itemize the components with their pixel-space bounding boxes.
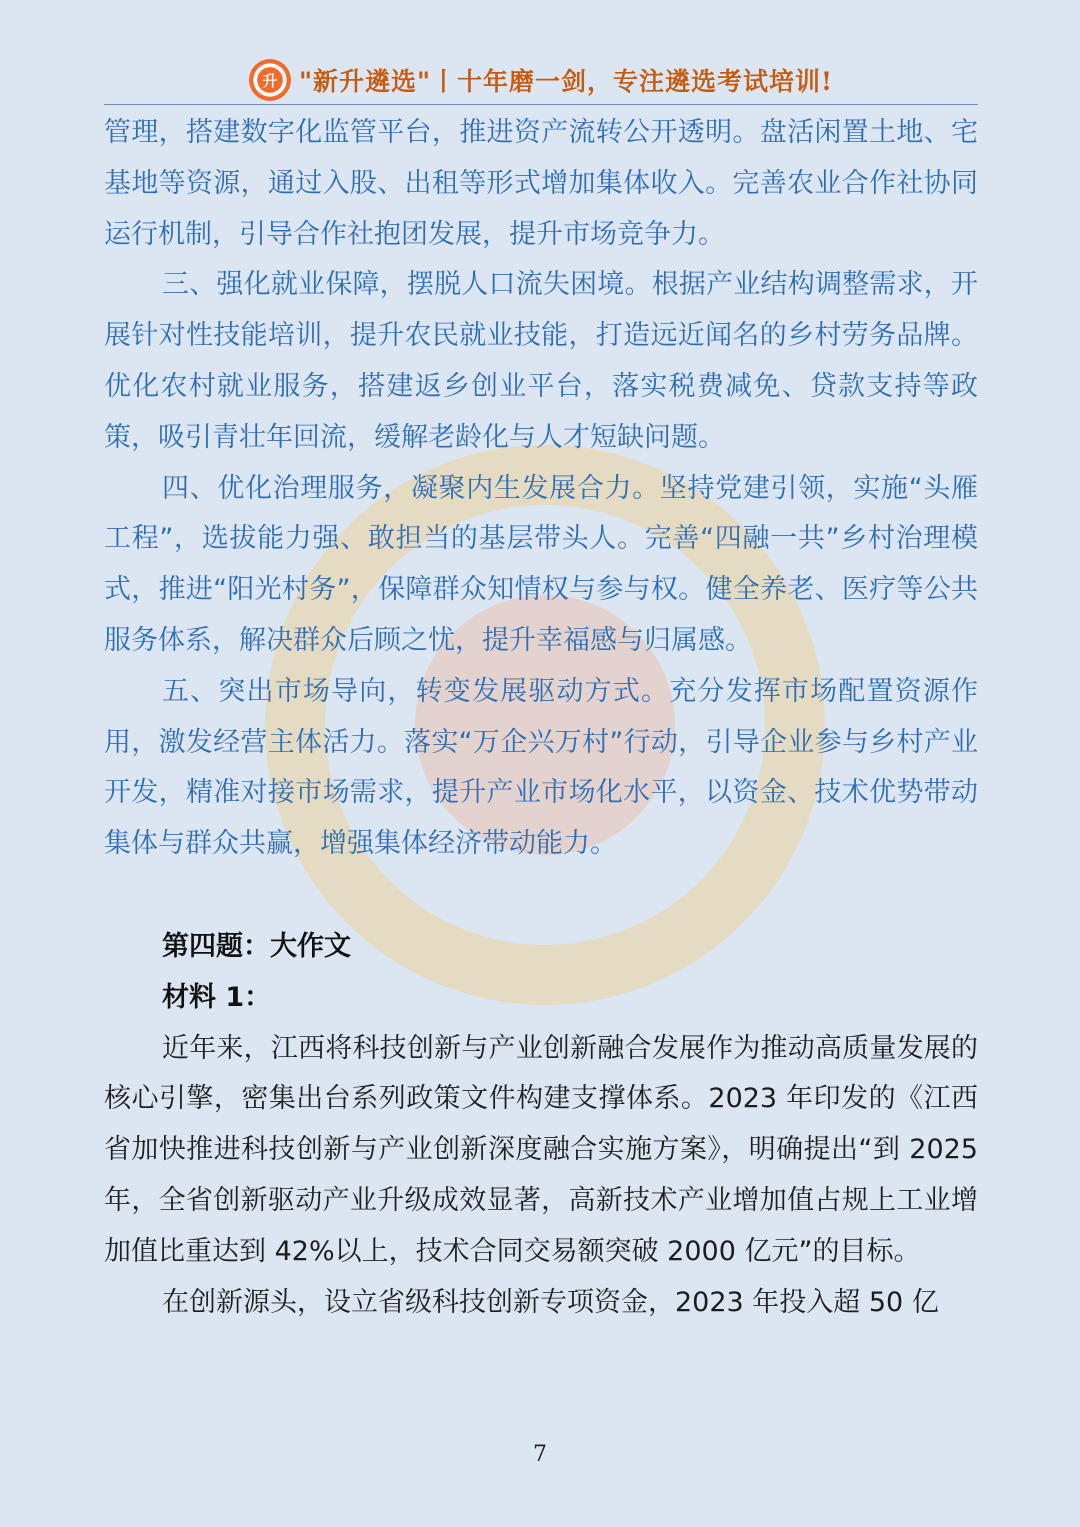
header-title: "新升遴选"丨十年磨一剑，专注遴选考试培训! (298, 67, 834, 96)
document-body (104, 108, 978, 1328)
page-header (104, 56, 978, 105)
logo-text: 升 (262, 71, 278, 90)
brand-logo-icon (249, 59, 291, 101)
paragraph-blue-4: 五、突出市场导向，转变发展驱动方式。充分发挥市场配置资源作用，激发经营主体活力。落实“万企兴万村”行动，引导企业参与乡村产业开发，精准对接市场需求，提升产业市场化水平，以资金、技术优势带动集体与群众共赢，增强集体经济带动能力。 (104, 675, 978, 860)
paragraph-black-1: 近年来，江西将科技创新与产业创新融合发展作为推动高质量发展的核心引擎，密集出台系列政策文件构建支撑体系。2023 年印发的《江西省加快推进科技创新与产业创新深度融合实施方案》，明确提出“到 2025 年，全省创新驱动产业升级成效显著，高新技术产业增加值占规上工业增加值比重达到 42%以上，技术合同交易额突破 2000 亿元”的目标。 (104, 1032, 978, 1267)
page-number: 7 (533, 1442, 547, 1467)
paragraph-blue-1: 管理，搭建数字化监管平台，推进资产流转公开透明。盘活闲置土地、宅基地等资源，通过入股、出租等形式增加集体收入。完善农业合作社协同运行机制，引导合作社抱团发展，提升市场竞争力。 (104, 117, 978, 250)
paragraph-blue-2: 三、强化就业保障，摆脱人口流失困境。根据产业结构调整需求，开展针对性技能培训，提升农民就业技能，打造远近闻名的乡村劳务品牌。优化农村就业服务，搭建返乡创业平台，落实税费减免、贷款支持等政策，吸引青壮年回流，缓解老龄化与人才短缺问题。 (104, 269, 978, 453)
paragraph-blue-3: 四、优化治理服务，凝聚内生发展合力。坚持党建引领，实施“头雁工程”，选拔能力强、敢担当的基层带头人。完善“四融一共”乡村治理模式，推进“阳光村务”，保障群众知情权与参与权。健全养老、医疗等公共服务体系，解决群众后顾之忧，提升幸福感与归属感。 (104, 472, 978, 656)
section-gap (104, 870, 978, 922)
material-label: 材料 1： (162, 981, 272, 1013)
paragraph-black-2: 在创新源头，设立省级科技创新专项资金，2023 年投入超 50 亿 (162, 1286, 939, 1318)
section-title: 第四题：大作文 (162, 930, 351, 962)
